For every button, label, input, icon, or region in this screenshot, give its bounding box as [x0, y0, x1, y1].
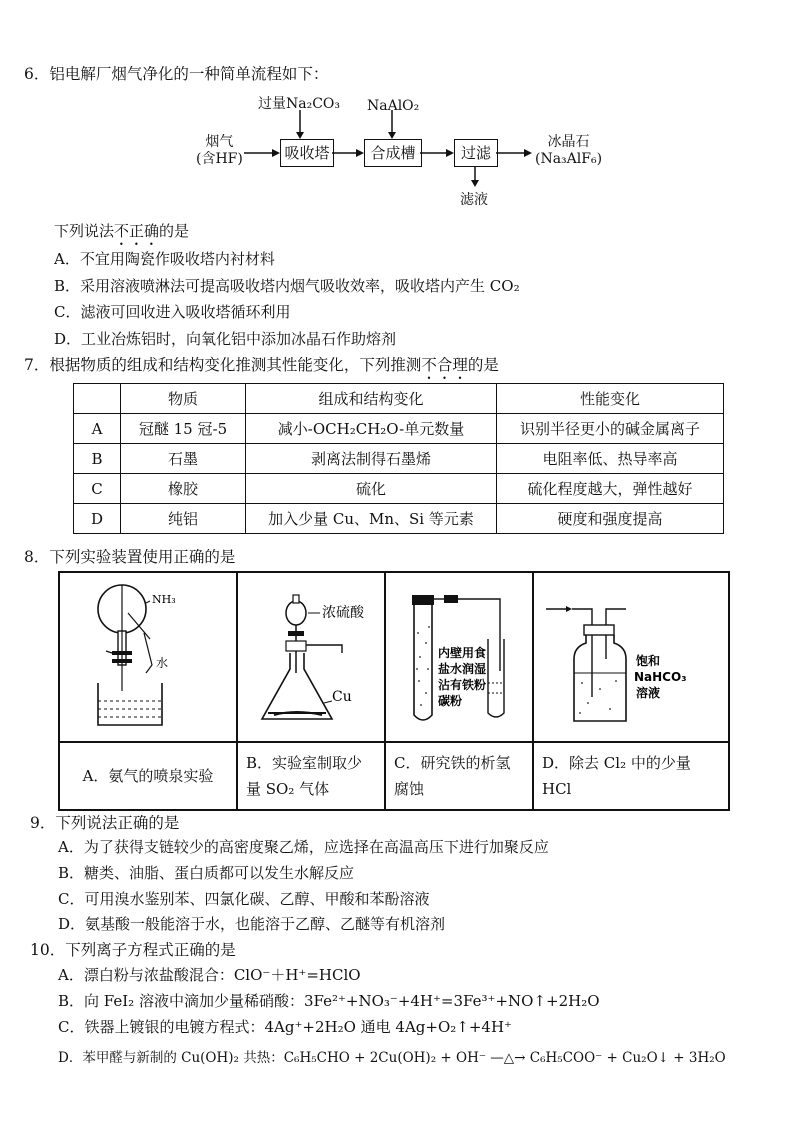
apparatus-c-cell: [385, 572, 533, 742]
label-d-line1: 饱和: [636, 654, 661, 668]
table-cell: 硫化程度越大，弹性越好: [497, 474, 724, 504]
apparatus-b-cell: [237, 572, 385, 742]
table-cell: 剥离法制得石墨烯: [246, 444, 497, 474]
flow-input-line2: (含HF): [196, 151, 243, 167]
table-cell: 硫化: [246, 474, 497, 504]
table-cell: 加入少量 Cu、Mn、Si 等元素: [246, 504, 497, 534]
label-cu: Cu: [332, 689, 352, 705]
q7-stem-post: 的是: [467, 356, 499, 374]
label-c-line2: 盐水润湿: [438, 662, 487, 676]
table-row: [74, 504, 724, 534]
flow-output-line2: (Na₃AlF₆): [535, 151, 603, 167]
fountain-apparatus-icon: [60, 573, 236, 737]
flow-input: [196, 134, 243, 168]
table-cell: D: [74, 504, 121, 534]
apparatus-d-cell: [533, 572, 729, 742]
test-tube-apparatus-icon: [386, 573, 532, 737]
q7-stem: [24, 353, 499, 383]
q9-option-b: B．糖类、油脂、蛋白质都可以发生水解反应: [58, 864, 355, 882]
q7-table: [73, 383, 724, 534]
q6-option-c: C．滤液可回收进入吸收塔循环利用: [54, 303, 291, 321]
q8-stem: 8．下列实验装置使用正确的是: [24, 548, 236, 566]
label-d-line2: NaHCO₃: [634, 670, 687, 684]
table-cell: 硬度和强度提高: [497, 504, 724, 534]
q6-prompt-post: 的是: [159, 222, 190, 240]
q6-option-d: D．工业冶炼铝时，向氧化铝中添加冰晶石作助熔剂: [54, 330, 397, 348]
flow-reagent1: 过量Na₂CO₃: [258, 96, 341, 112]
table-header-row: [74, 384, 724, 414]
flask-funnel-apparatus-icon: [238, 573, 384, 737]
caption-b: B．实验室制取少量 SO₂ 气体: [237, 742, 385, 810]
table-cell: B: [74, 444, 121, 474]
table-cell: C: [74, 474, 121, 504]
apparatus-caption-row: [59, 742, 729, 810]
q9-option-d: D．氨基酸一般能溶于水，也能溶于乙醇、乙醚等有机溶剂: [58, 915, 446, 933]
q7-stem-pre: 7．根据物质的组成和结构变化推测其性能变化，下列推测: [24, 356, 422, 374]
q6-prompt-emphasis: 不正确: [114, 222, 160, 240]
caption-d: D．除去 Cl₂ 中的少量 HCl: [533, 742, 729, 810]
q6-prompt-pre: 下列说法: [54, 222, 115, 240]
table-cell: 纯铝: [121, 504, 246, 534]
table-header-cell: 性能变化: [497, 384, 724, 414]
flow-output-line1: 冰晶石: [547, 134, 590, 150]
flow-box-filter: 过滤: [454, 139, 498, 167]
label-c-line1: 内壁用食: [438, 646, 487, 660]
table-header-cell: 物质: [121, 384, 246, 414]
label-c-line4: 碳粉: [438, 694, 463, 708]
table-header-cell: 组成和结构变化: [246, 384, 497, 414]
apparatus-image-row: [59, 572, 729, 742]
label-water: 水: [156, 656, 169, 670]
table-cell: 减小-OCH₂CH₂O-单元数量: [246, 414, 497, 444]
q10-option-a: A．漂白粉与浓盐酸混合：ClO⁻＋H⁺=HClO: [58, 966, 361, 984]
q9-option-c: C．可用溴水鉴别苯、四氯化碳、乙醇、甲酸和苯酚溶液: [58, 890, 430, 908]
table-cell: 识别半径更小的碱金属离子: [497, 414, 724, 444]
table-cell: A: [74, 414, 121, 444]
q7-stem-emphasis: 不合理: [421, 356, 468, 374]
table-row: [74, 444, 724, 474]
q6-prompt: [54, 220, 189, 249]
flow-input-line1: 烟气: [205, 134, 234, 150]
label-c-line3: 沾有铁粉: [438, 678, 487, 692]
apparatus-a-cell: [59, 572, 237, 742]
caption-c: C．研究铁的析氢腐蚀: [385, 742, 533, 810]
caption-a: A．氨气的喷泉实验: [59, 742, 237, 810]
flow-filtrate: 滤液: [460, 192, 488, 208]
table-cell: 橡胶: [121, 474, 246, 504]
q8-apparatus-table: [58, 571, 730, 811]
flow-output: [535, 134, 602, 168]
q9-stem: 9．下列说法正确的是: [30, 814, 180, 832]
q6-option-a: A．不宜用陶瓷作吸收塔内衬材料: [54, 250, 275, 268]
label-d-line3: 溶液: [636, 686, 661, 700]
q6-option-b: B．采用溶液喷淋法可提高吸收塔内烟气吸收效率，吸收塔内产生 CO₂: [54, 277, 520, 295]
flow-reagent2: NaAlO₂: [367, 98, 420, 114]
q10-option-c: C．铁器上镀银的电镀方程式：4Ag⁺+2H₂O 通电 4Ag+O₂↑+4H⁺: [58, 1018, 512, 1036]
table-row: [74, 474, 724, 504]
table-cell: 冠醚 15 冠-5: [121, 414, 246, 444]
q10-option-b: B．向 FeI₂ 溶液中滴加少量稀硝酸：3Fe²⁺+NO₃⁻+4H⁺=3Fe³⁺+NO↑+2H₂O: [58, 992, 600, 1010]
table-cell: 电阻率低、热导率高: [497, 444, 724, 474]
gas-washing-bottle-icon: [534, 573, 720, 737]
q10-option-d: D．苯甲醛与新制的 Cu(OH)₂ 共热：C₆H₅CHO + 2Cu(OH)₂ + OH⁻ —△→ C₆H₅COO⁻ + Cu₂O↓ + 3H₂O: [58, 1050, 726, 1066]
table-cell: 石墨: [121, 444, 246, 474]
q6-stem: 6．铝电解厂烟气净化的一种简单流程如下：: [24, 65, 329, 83]
label-sulfuric-acid: 浓硫酸: [322, 605, 364, 621]
q10-stem: 10．下列离子方程式正确的是: [30, 941, 236, 959]
label-nh3: NH₃: [152, 593, 176, 606]
table-row: [74, 414, 724, 444]
flow-box-absorber: 吸收塔: [280, 139, 334, 167]
table-header-cell: [74, 384, 121, 414]
q9-option-a: A．为了获得支链较少的高密度聚乙烯，应选择在高温高压下进行加聚反应: [58, 838, 549, 856]
flow-box-synthesis: 合成槽: [364, 139, 422, 167]
